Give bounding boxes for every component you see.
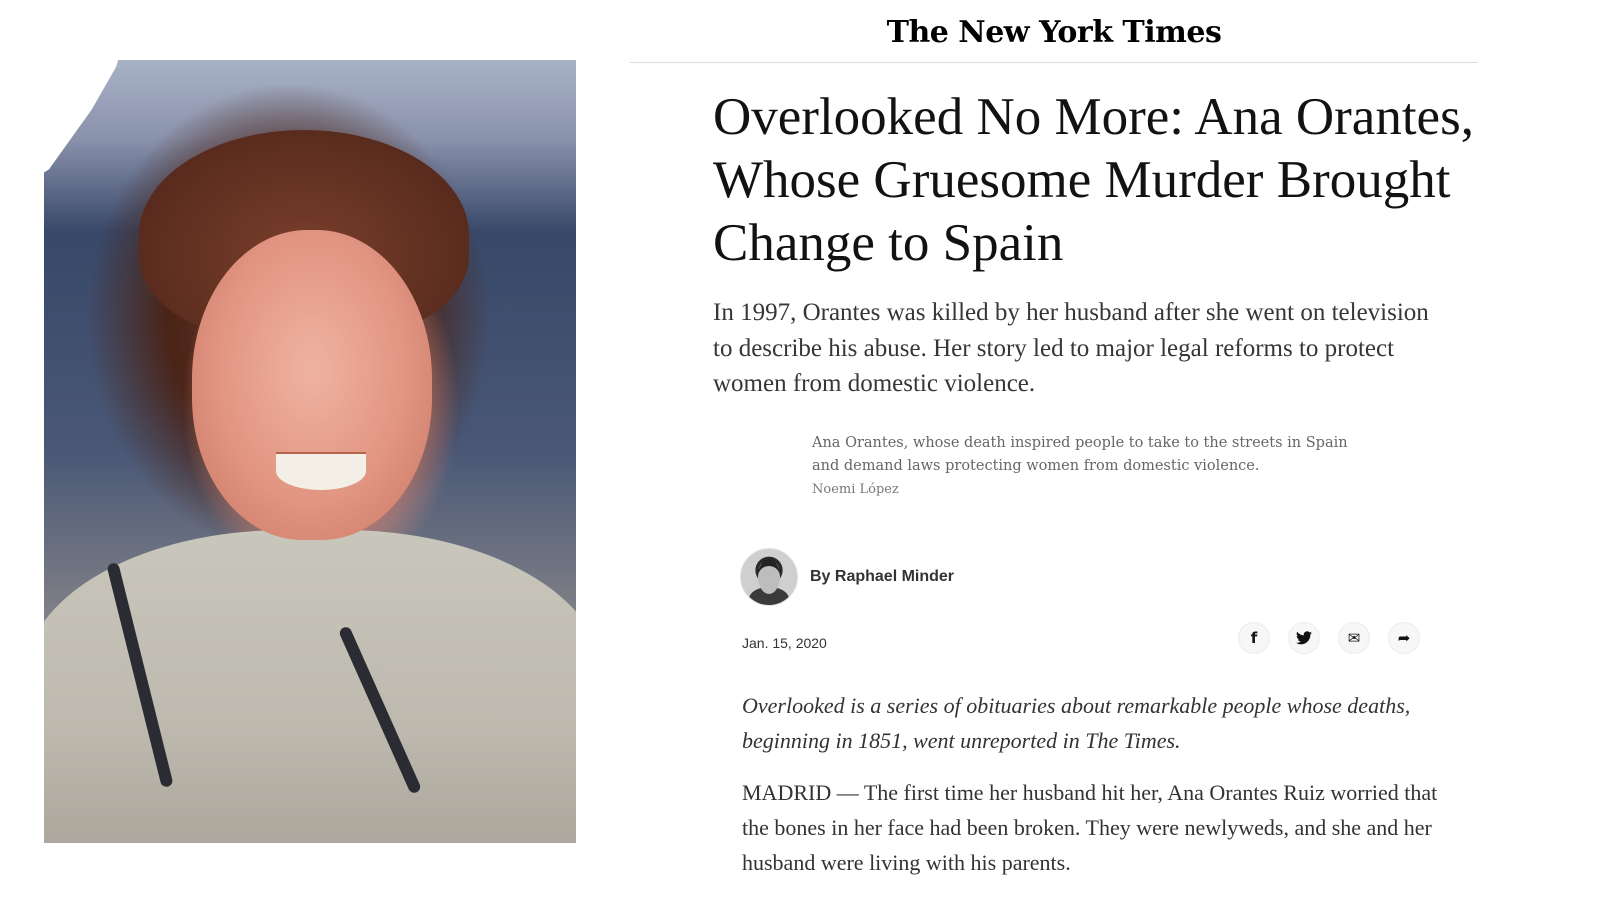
byline (740, 548, 954, 606)
author-avatar[interactable] (740, 548, 798, 606)
facebook-icon: f (1250, 629, 1258, 647)
twitter-icon (1296, 631, 1312, 645)
author-byline[interactable]: By Raphael Minder (810, 568, 955, 585)
photo-credit: Noemi López (812, 482, 899, 497)
article-summary: In 1997, Orantes was killed by her husband after she went on television to describe his abuse. Her story led to major legal reforms to protect women from domestic violence. (713, 299, 1429, 397)
photo-caption (812, 432, 1372, 501)
caption-text: Ana Orantes, whose death inspired people to take to the streets in Spain and demand laws protecting women from domestic violence. (812, 435, 1348, 474)
masthead (630, 0, 1478, 63)
nyt-logo[interactable]: The New York Times (886, 15, 1222, 50)
twitter-share-button[interactable] (1288, 622, 1320, 654)
series-intro: Overlooked is a series of obituaries about remarkable people whose deaths, beginning in 1851, went unreported in The Times. (742, 693, 1411, 753)
photo-face (192, 230, 432, 540)
email-share-button[interactable] (1338, 622, 1370, 654)
photo-card (6, 24, 618, 880)
publish-date: Jan. 15, 2020 (742, 635, 827, 651)
email-icon: ✉ (1347, 629, 1361, 647)
share-icon: ➦ (1397, 629, 1411, 647)
facebook-share-button[interactable] (1238, 622, 1270, 654)
article-headline: Overlooked No More: Ana Orantes, Whose Gruesome Murder Brought Change to Spain (713, 88, 1474, 272)
article-body: MADRID — The first time her husband hit her, Ana Orantes Ruiz worried that the bones in her face had been broken. They were newlyweds, and she and her husband were living with his parents. (742, 780, 1438, 875)
photo-smile (276, 452, 366, 490)
avatar-head (758, 559, 780, 594)
photo-coat (44, 530, 576, 843)
portrait-photo (44, 60, 576, 843)
share-tools (1238, 622, 1420, 654)
more-share-button[interactable] (1388, 622, 1420, 654)
